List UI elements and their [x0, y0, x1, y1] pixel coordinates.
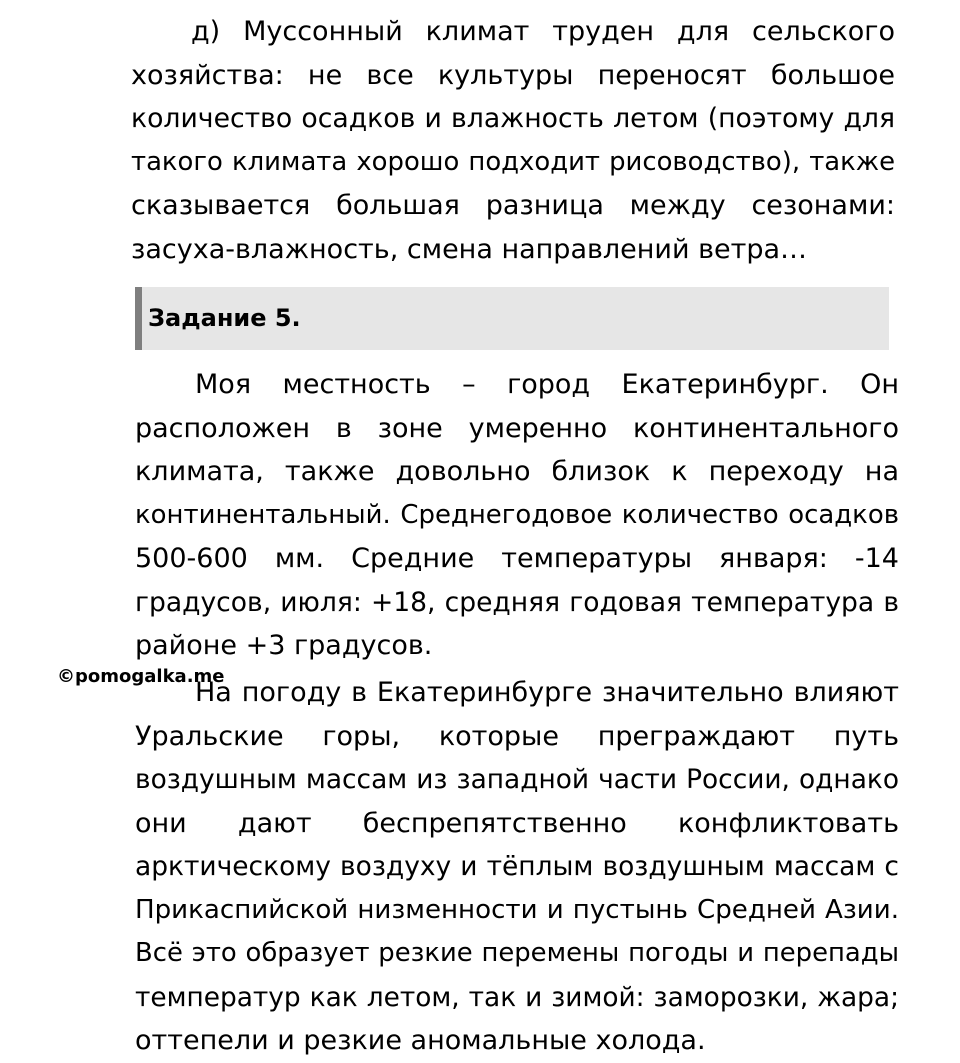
- text-line: градусов, июля: +18, средняя годовая температура в: [135, 586, 899, 618]
- text-line: Моя местность – город Екатеринбург. Он: [195, 369, 899, 400]
- paragraph-locality: [135, 363, 899, 668]
- text-line: климата, также довольно близок к переходу на: [135, 456, 899, 487]
- paragraph-weather: [135, 671, 899, 1063]
- text-line: такого климата хорошо подходит рисоводство), также: [131, 146, 895, 177]
- text-line: количество осадков и влажность летом (поэтому для: [131, 103, 895, 134]
- text-line: районе +3 градусов.: [135, 630, 433, 661]
- text-line: Всё это образует резкие перемены погоды и перепады: [135, 938, 899, 968]
- text-line: воздушным массам из западной части России, однако: [135, 764, 899, 795]
- text-line: хозяйства: не все культуры переносят большое: [131, 59, 895, 91]
- task-title: Задание 5.: [148, 304, 301, 332]
- watermark: ©pomogalka.me: [57, 666, 225, 687]
- text-line: Прикаспийской низменности и пустынь Средней Азии.: [135, 894, 899, 925]
- text-line: континентальный. Среднегодовое количество осадков: [135, 499, 899, 530]
- paragraph-monsoon-climate: [131, 10, 895, 271]
- text-line: сказывается большая разница между сезонами:: [131, 190, 895, 221]
- text-line: д) Муссонный климат труден для сельского: [191, 16, 895, 47]
- text-line: температур как летом, так и зимой: заморозки, жара;: [135, 981, 899, 1013]
- text-line: оттепели и резкие аномальные холода.: [135, 1025, 706, 1056]
- text-line: арктическому воздуху и тёплым воздушным массам с: [135, 851, 899, 882]
- text-line: они дают беспрепятственно конфликтовать: [135, 807, 899, 839]
- text-line: На погоду в Екатеринбурге значительно влияют: [195, 677, 899, 708]
- task-header-box: [135, 287, 889, 350]
- text-line: расположен в зоне умеренно континентального: [135, 412, 899, 444]
- text-line: засуха-влажность, смена направлений ветра…: [131, 233, 808, 265]
- text-line: 500-600 мм. Средние температуры января: -14: [135, 543, 899, 574]
- text-line: Уральские горы, которые преграждают путь: [135, 720, 899, 752]
